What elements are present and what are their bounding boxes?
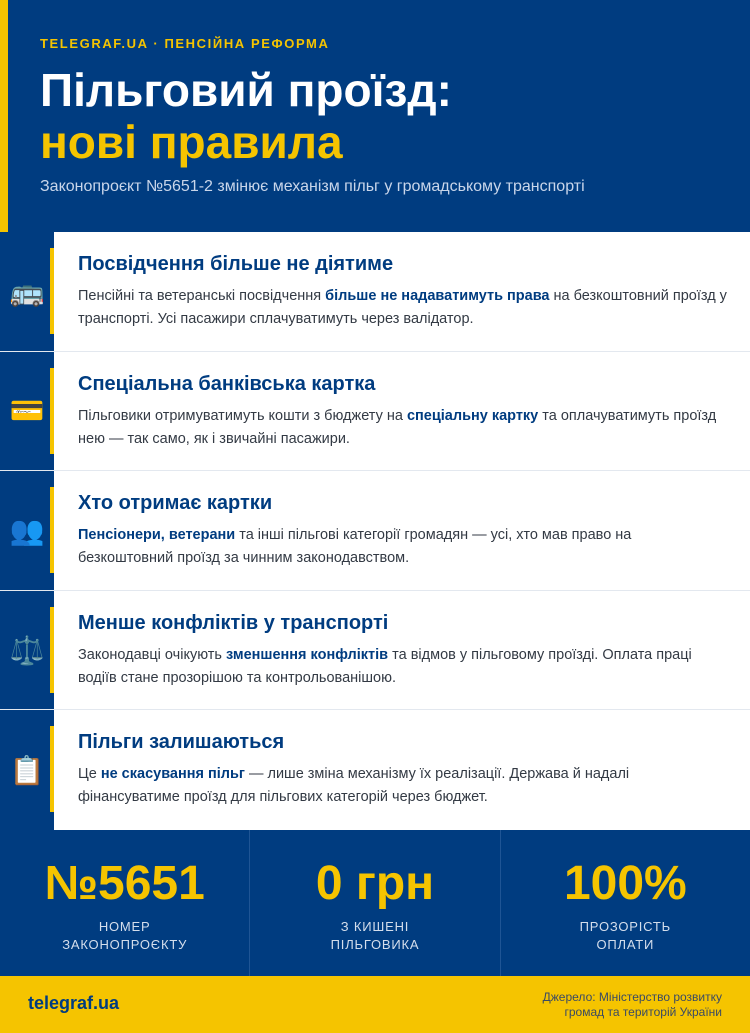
stat-label-line: З КИШЕНІ (340, 919, 410, 934)
item-title: Менше конфліктів у транспорті (78, 611, 389, 634)
credit-card-icon: 💳 (9, 395, 45, 427)
item-text-bold: Пенсіонери, ветерани (78, 527, 236, 544)
stat-label-line: ПРОЗОРІСТЬ (579, 919, 671, 934)
item-marker (50, 248, 54, 334)
list-item (0, 232, 750, 352)
item-text-pre: Пільговики отримуватимуть кошти з бюджету на (78, 407, 407, 424)
header (0, 0, 750, 232)
stat-value: 0 грн (315, 857, 435, 910)
item-text (78, 405, 728, 451)
stat-out-of-pocket (250, 830, 500, 976)
icon-cell (0, 591, 54, 710)
item-text-pre: Законодавці очікують (78, 646, 226, 663)
item-title: Хто отримає картки (78, 492, 273, 515)
item-text (78, 644, 728, 690)
list-item (0, 352, 750, 472)
scales-icon: ⚖️ (9, 634, 45, 666)
stat-label-line: НОМЕР (98, 919, 151, 934)
item-text (78, 285, 728, 331)
icon-cell (0, 232, 54, 351)
list-item (0, 591, 750, 711)
page-subtitle: Законопроєкт №5651-2 змінює механізм пільг у громадському транспорті (40, 178, 585, 195)
item-text (78, 763, 728, 809)
item-text (78, 524, 728, 570)
item-marker (50, 607, 54, 693)
item-text-bold: більше не надаватимуть права (325, 288, 550, 304)
item-text-pre: Пенсійні та ветеранські посвідчення (78, 288, 326, 304)
stat-label-line: ЗАКОНОПРОЄКТУ (62, 937, 188, 952)
stat-label (0, 918, 249, 954)
clipboard-icon: 📋 (9, 754, 45, 786)
source-line: громад та територій України (564, 1005, 722, 1019)
stat-label (250, 918, 499, 954)
item-marker (50, 726, 54, 812)
source-note (462, 990, 722, 1020)
stat-label-line: ОПЛАТИ (596, 937, 655, 952)
item-text-bold: не скасування пільг (100, 766, 245, 783)
list-item (0, 710, 750, 830)
item-marker (50, 368, 54, 454)
header-accent-bar (0, 0, 8, 232)
stats-bar (0, 830, 750, 976)
kicker: TELEGRAF.UA · ПЕНСІЙНА РЕФОРМА (40, 36, 330, 51)
item-text-post: — лише зміна механізму їх реалізації. Держава й надалі фінансуватиме проїзд для пільгових категорій через бюджет. (78, 766, 630, 806)
page-title-highlight: нові правила (40, 116, 343, 168)
item-title: Пільги залишаються (78, 731, 285, 754)
item-marker (50, 487, 54, 573)
list-item (0, 471, 750, 591)
item-text-pre: Це (78, 766, 101, 783)
stat-bill-number (0, 830, 250, 976)
rules-list (0, 232, 750, 830)
source-line: Джерело: Міністерство розвитку (542, 990, 722, 1004)
icon-cell (0, 352, 54, 471)
footer (0, 976, 750, 1033)
stat-label (501, 918, 750, 954)
stat-value: №5651 (44, 857, 205, 910)
people-icon: 👥 (9, 514, 45, 546)
stat-label-line: ПІЛЬГОВИКА (330, 937, 420, 952)
item-title: Спеціальна банківська картка (78, 372, 376, 395)
item-text-post: та відмов у пільговому проїзді. Оплата праці водіїв стане прозорішою та контрольованішою. (78, 646, 692, 686)
item-text-post: на безкоштовний проїзд у транспорті. Усі пасажири сплачуватимуть через валідатор. (78, 288, 727, 327)
site-link[interactable]: telegraf.ua (28, 993, 120, 1013)
icon-cell (0, 710, 54, 830)
bus-icon: 🚌 (9, 275, 45, 307)
page-title: Пільговий проїзд: (40, 64, 452, 116)
item-text-bold: спеціальну картку (406, 407, 539, 424)
icon-cell (0, 471, 54, 590)
item-text-post: та інші пільгові категорії громадян — усі, хто мав право на безкоштовний проїзд за чинним законодавством. (78, 527, 632, 567)
stat-value: 100% (563, 857, 687, 910)
stat-transparency (501, 830, 750, 976)
item-text-post: та оплачуватимуть проїзд нею — так само, як і звичайні пасажири. (78, 407, 717, 447)
item-text-bold: зменшення конфліктів (226, 646, 389, 663)
item-title: Посвідчення більше не діятиме (78, 253, 394, 275)
